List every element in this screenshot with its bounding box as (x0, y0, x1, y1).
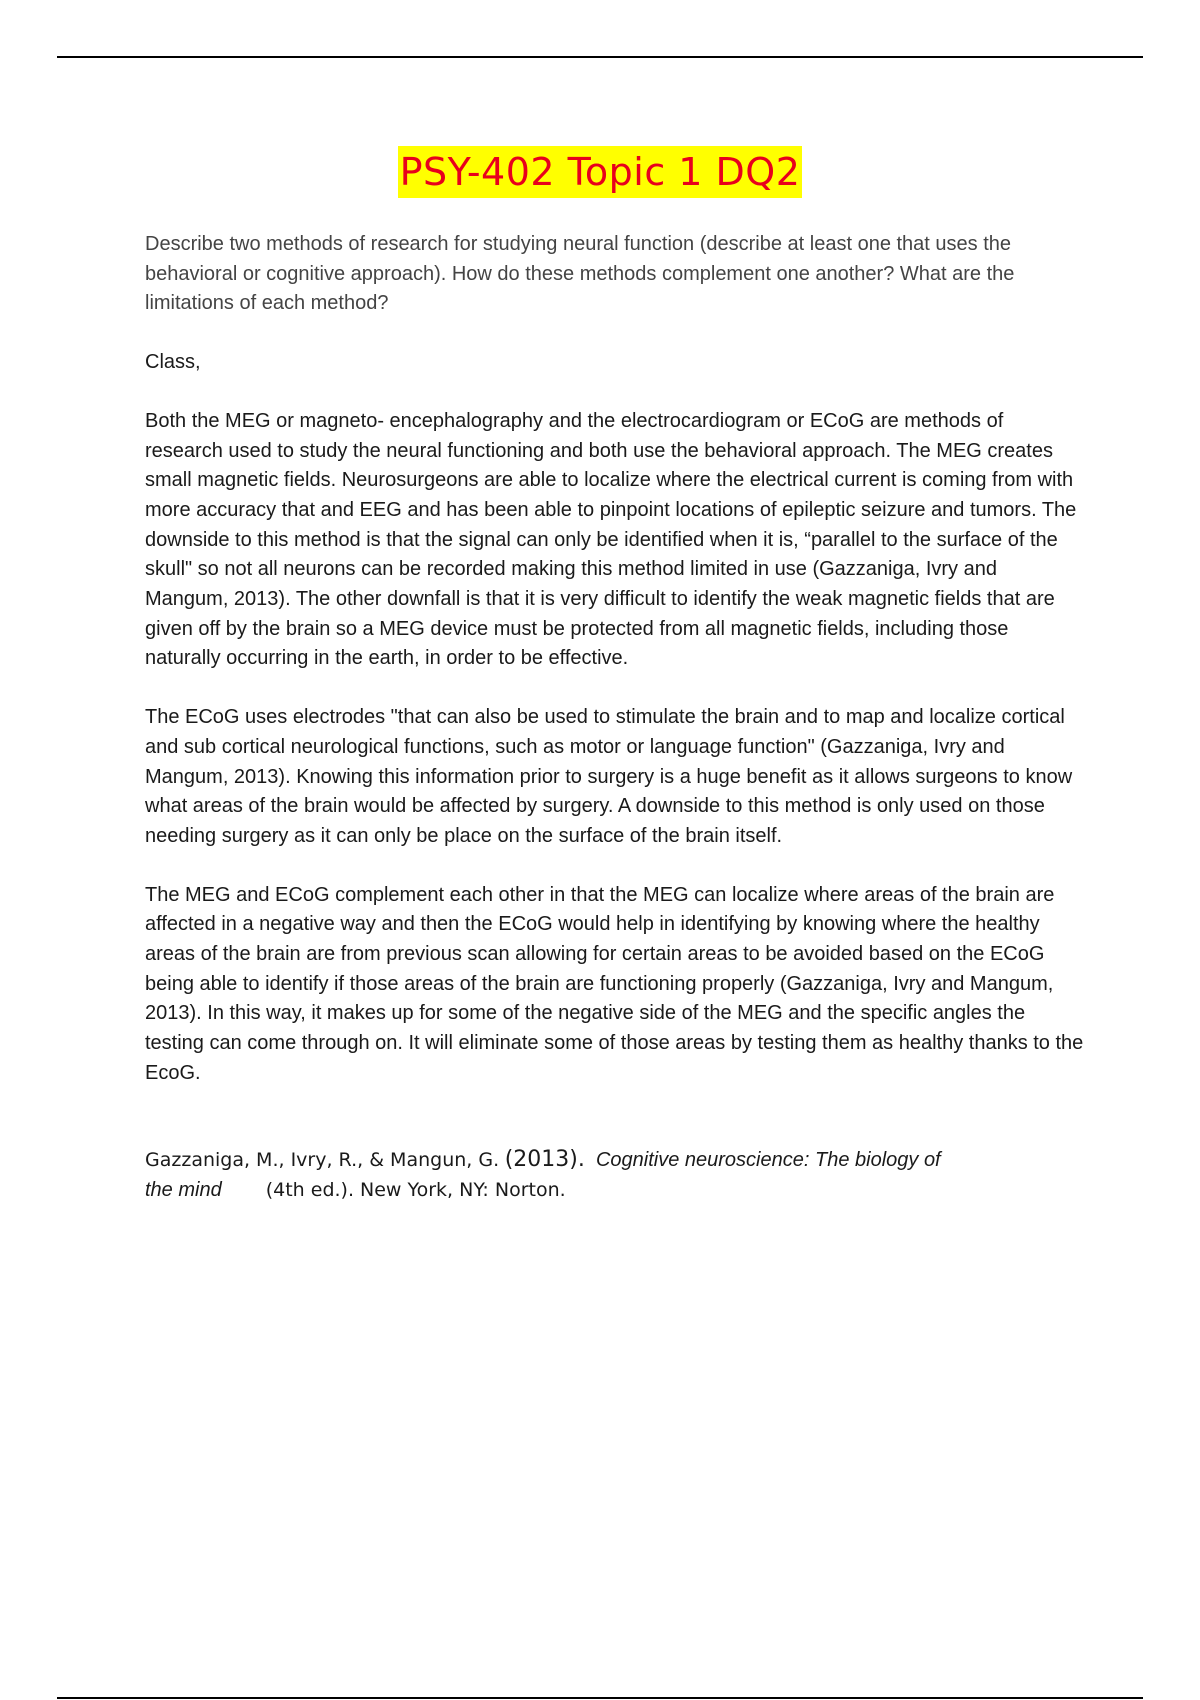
document-body (145, 230, 1085, 1205)
top-rule (57, 56, 1143, 58)
bottom-rule (57, 1697, 1143, 1699)
reference-year: (2013). (504, 1146, 585, 1172)
title-wrap (0, 146, 1200, 198)
reference-details: (4th ed.). New York, NY: Norton. (265, 1178, 566, 1201)
reference-book-title-line2: the mind (145, 1178, 222, 1201)
reference-authors: Gazzaniga, M., Ivry, R., & Mangun, G. (145, 1148, 500, 1171)
greeting: Class, (145, 351, 201, 374)
body-paragraph: Both the MEG or magneto- encephalography and the electrocardiogram or ECoG are methods of research used to study the neural functioning and both use the behavioral approach. The MEG creates small magnetic fields. Neurosurgeons are able to localize where the electrical current is coming from with more accuracy that and EEG and has been able to pinpoint locations of epileptic seizure and tumors. The downside to this method is that the signal can only be identified when it is, “parallel to the surface of the skull" so not all neurons can be recorded making this method limited in use (Gazzaniga, Ivry and Mangum, 2013). The other downfall is that it is very difficult to identify the weak magnetic fields that are given off by the brain so a MEG device must be protected from all magnetic fields, including those naturally occurring in the earth, in order to be effective. (145, 409, 1077, 670)
reference-book-title-line1: Cognitive neuroscience: The biology of (595, 1148, 941, 1171)
reference-entry (145, 1145, 1085, 1205)
body-paragraph: The ECoG uses electrodes "that can also be used to stimulate the brain and to map and localize cortical and sub cortical neurological functions, such as motor or language function" (Gazzaniga, Ivry and Mangum, 2013). Knowing this information prior to surgery is a huge benefit as it allows surgeons to know what areas of the brain would be affected by surgery. A downside to this method is only used on those needing surgery as it can only be place on the surface of the brain itself. (145, 706, 1073, 847)
page-title: PSY-402 Topic 1 DQ2 (398, 146, 803, 198)
discussion-prompt: Describe two methods of research for studying neural function (describe at least one that uses the behavioral or cognitive approach). How do these methods complement one another? What are the limitations of each method? (145, 233, 1015, 315)
body-paragraph: The MEG and ECoG complement each other in that the MEG can localize where areas of the brain are affected in a negative way and then the ECoG would help in identifying by knowing where the healthy areas of the brain are from previous scan allowing for certain areas to be avoided based on the ECoG being able to identify if those areas of the brain are functioning properly (Gazzaniga, Ivry and Mangum, 2013). In this way, it makes up for some of the negative side of the MEG and the specific angles the testing can come through on. It will eliminate some of those areas by testing them as healthy thanks to the EcoG. (145, 883, 1084, 1084)
